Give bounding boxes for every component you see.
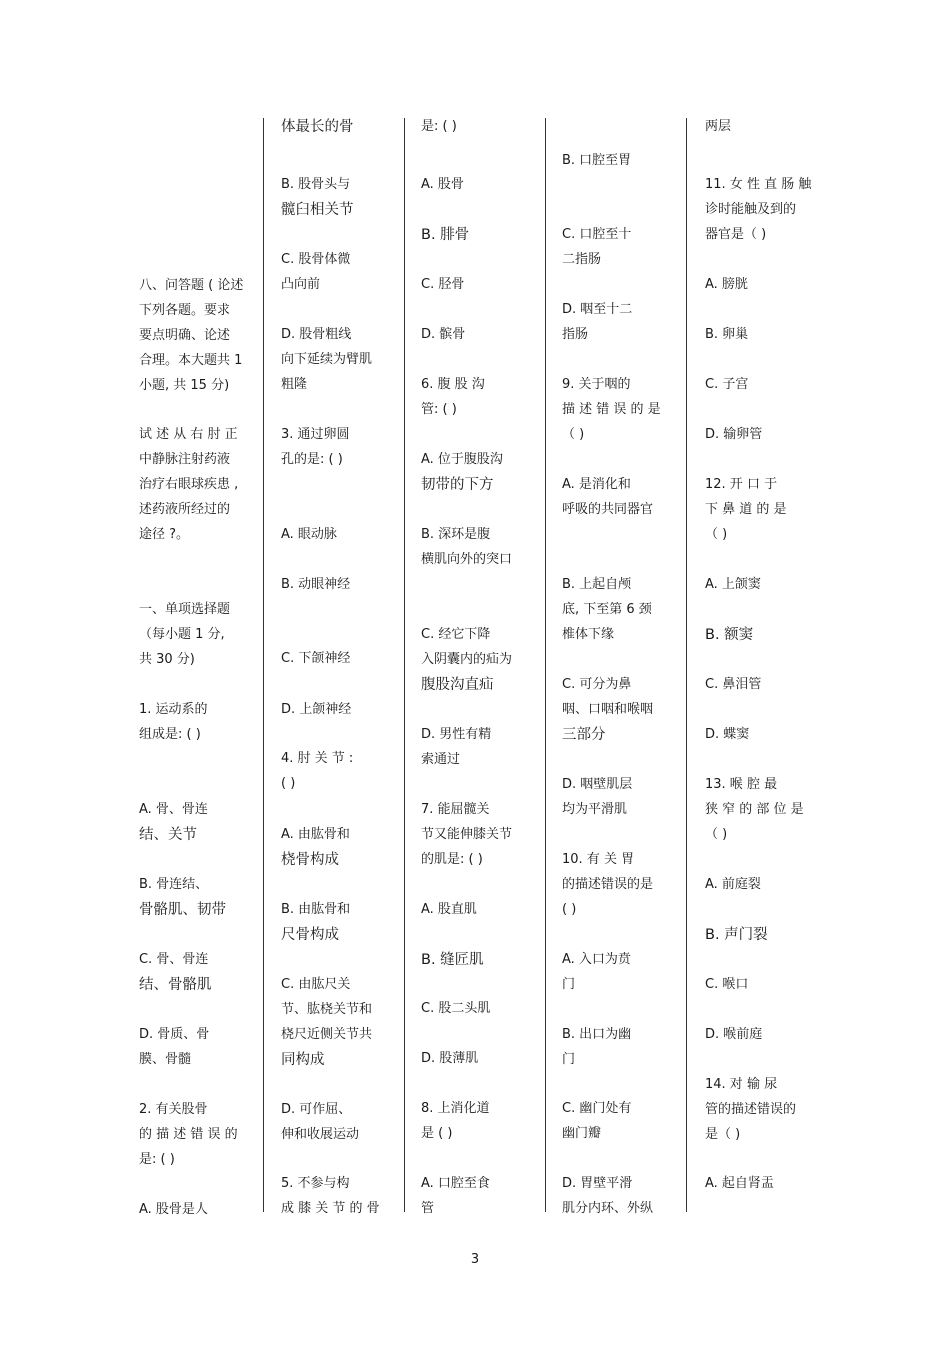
text-line: 桡骨构成 — [281, 852, 339, 868]
text-line: 索通过 — [421, 752, 461, 767]
text-line: 要点明确、论述 — [139, 328, 231, 343]
column-divider — [686, 118, 687, 1212]
text-line: 8. 上消化道 — [421, 1101, 490, 1116]
text-line: 凸向前 — [281, 277, 321, 292]
text-line: 八、问答题 ( 论述 — [139, 278, 244, 293]
text-line: 12. 开 口 于 — [705, 477, 778, 492]
text-line: B. 口腔至胃 — [562, 153, 632, 168]
text-line: 桡尺近侧关节共 — [281, 1027, 373, 1042]
text-line: D. 骨质、骨 — [139, 1027, 210, 1042]
text-line: A. 骨、骨连 — [139, 802, 208, 817]
text-line: B. 骨连结、 — [139, 877, 209, 892]
text-line: A. 眼动脉 — [281, 527, 337, 542]
text-line: A. 口腔至食 — [421, 1176, 490, 1191]
text-line: 2. 有关股骨 — [139, 1102, 208, 1117]
text-line: C. 经它下降 — [421, 627, 491, 642]
text-line: A. 股骨 — [421, 177, 464, 192]
text-line: 三部分 — [562, 727, 606, 743]
text-line: D. 男性有精 — [421, 727, 492, 742]
text-line: 节又能伸膝关节 — [421, 827, 513, 842]
text-line: 13. 喉 腔 最 — [705, 777, 778, 792]
text-line: 膜、骨髓 — [139, 1052, 192, 1067]
text-line: （ ) — [562, 427, 585, 442]
text-line: B. 动眼神经 — [281, 577, 351, 592]
text-line: ( ) — [562, 902, 577, 917]
column-divider — [404, 118, 405, 1212]
text-line: 孔的是: ( ) — [281, 452, 343, 467]
text-line: 描 述 错 误 的 是 — [562, 402, 661, 417]
text-line: 诊时能触及到的 — [705, 202, 797, 217]
text-line: C. 口腔至十 — [562, 227, 632, 242]
text-line: 中静脉注射药液 — [139, 452, 231, 467]
text-line: B. 深环是腹 — [421, 527, 491, 542]
text-line: D. 喉前庭 — [705, 1027, 763, 1042]
text-line: 5. 不参与构 — [281, 1176, 350, 1191]
text-line: 髋臼相关节 — [281, 202, 354, 218]
text-line: 的肌是: ( ) — [421, 852, 483, 867]
text-line: 管 — [421, 1201, 435, 1216]
text-line: 下 鼻 道 的 是 — [705, 502, 787, 517]
text-line: A. 股直肌 — [421, 902, 477, 917]
text-line: 指肠 — [562, 327, 589, 342]
text-line: D. 胃壁平滑 — [562, 1176, 633, 1191]
text-line: 一、单项选择题 — [139, 602, 231, 617]
text-line: D. 髌骨 — [421, 327, 466, 342]
text-line: B. 出口为幽 — [562, 1027, 632, 1042]
text-line: 管的描述错误的 — [705, 1102, 797, 1117]
text-line: 向下延续为臂肌 — [281, 352, 373, 367]
text-line: 治疗右眼球疾患 , — [139, 477, 239, 492]
text-line: C. 股骨体微 — [281, 252, 351, 267]
text-line: A. 位于腹股沟 — [421, 452, 503, 467]
text-line: C. 可分为鼻 — [562, 677, 632, 692]
text-line: 尺骨构成 — [281, 927, 339, 943]
text-line: 二指肠 — [562, 252, 602, 267]
text-line: 的 描 述 错 误 的 — [139, 1127, 238, 1142]
text-line: 4. 肘 关 节 : — [281, 751, 354, 766]
text-line: 节、肱桡关节和 — [281, 1002, 373, 1017]
text-line: 是 ( ) — [421, 1126, 453, 1141]
text-line: 组成是: ( ) — [139, 727, 201, 742]
text-line: 肌分内环、外纵 — [562, 1201, 654, 1216]
text-line: 途径 ?。 — [139, 527, 190, 542]
text-line: 粗隆 — [281, 377, 308, 392]
text-line: 椎体下缘 — [562, 627, 615, 642]
text-line: B. 缝匠肌 — [421, 952, 484, 968]
text-line: D. 咽壁肌层 — [562, 777, 633, 792]
text-line: B. 由肱骨和 — [281, 902, 351, 917]
text-line: 体最长的骨 — [281, 119, 354, 135]
text-line: 门 — [562, 977, 576, 992]
text-line: D. 可作屈、 — [281, 1102, 352, 1117]
text-line: A. 上颌窦 — [705, 577, 761, 592]
text-line: 结、骨骼肌 — [139, 977, 212, 993]
text-line: C. 骨、骨连 — [139, 952, 209, 967]
text-line: 韧带的下方 — [421, 477, 494, 493]
text-line: 入阴囊内的疝为 — [421, 652, 513, 667]
text-line: 腹股沟直疝 — [421, 677, 494, 693]
text-line: D. 上颌神经 — [281, 702, 352, 717]
text-line: C. 幽门处有 — [562, 1101, 632, 1116]
text-line: 是: ( ) — [421, 119, 457, 134]
text-line: 伸和收展运动 — [281, 1127, 360, 1142]
text-line: （ ) — [705, 527, 728, 542]
text-line: 3. 通过卵圆 — [281, 427, 350, 442]
text-line: 共 30 分) — [139, 652, 195, 667]
text-line: D. 咽至十二 — [562, 302, 633, 317]
text-line: 成 膝 关 节 的 骨 — [281, 1201, 380, 1216]
text-line: 结、关节 — [139, 827, 197, 843]
text-line: ( ) — [281, 776, 296, 791]
text-line: 1. 运动系的 — [139, 702, 208, 717]
text-line: （每小题 1 分, — [139, 627, 225, 642]
text-line: 合理。本大题共 1 — [139, 353, 243, 368]
text-line: A. 起自肾盂 — [705, 1176, 774, 1191]
text-line: A. 是消化和 — [562, 477, 631, 492]
text-line: 11. 女 性 直 肠 触 — [705, 177, 812, 192]
text-line: C. 由肱尺关 — [281, 977, 351, 992]
text-line: 咽、口咽和喉咽 — [562, 702, 654, 717]
text-line: 7. 能屈髋关 — [421, 802, 490, 817]
text-line: C. 下颌神经 — [281, 651, 351, 666]
text-line: 10. 有 关 胃 — [562, 852, 635, 867]
column-divider — [545, 118, 546, 1212]
text-line: 是: ( ) — [139, 1152, 175, 1167]
text-line: 小题, 共 15 分) — [139, 378, 230, 393]
text-line: A. 膀胱 — [705, 277, 748, 292]
text-line: D. 股骨粗线 — [281, 327, 352, 342]
text-line: 同构成 — [281, 1052, 325, 1068]
text-line: B. 额窦 — [705, 627, 754, 643]
text-line: 述药液所经过的 — [139, 502, 231, 517]
text-line: A. 由肱骨和 — [281, 827, 350, 842]
text-line: 门 — [562, 1052, 576, 1067]
text-line: B. 腓骨 — [421, 227, 470, 243]
text-line: A. 入口为贲 — [562, 952, 631, 967]
text-line: 下列各题。要求 — [139, 303, 231, 318]
text-line: 14. 对 输 尿 — [705, 1077, 778, 1092]
text-line: 均为平滑肌 — [562, 802, 628, 817]
text-line: 试 述 从 右 肘 正 — [139, 427, 238, 442]
text-line: 6. 腹 股 沟 — [421, 377, 485, 392]
text-line: 管: ( ) — [421, 402, 457, 417]
text-line: 的描述错误的是 — [562, 877, 654, 892]
page-number: 3 — [470, 1252, 480, 1267]
text-line: B. 股骨头与 — [281, 177, 351, 192]
text-line: A. 股骨是人 — [139, 1202, 208, 1217]
text-line: B. 声门裂 — [705, 927, 768, 943]
text-line: 两层 — [705, 119, 732, 134]
text-line: D. 股薄肌 — [421, 1051, 479, 1066]
text-line: D. 输卵管 — [705, 427, 763, 442]
text-line: 骨骼肌、韧带 — [139, 902, 226, 918]
text-line: C. 子宫 — [705, 377, 749, 392]
text-line: B. 上起自颅 — [562, 577, 632, 592]
text-line: 横肌向外的突口 — [421, 552, 513, 567]
text-line: A. 前庭裂 — [705, 877, 761, 892]
text-line: B. 卵巢 — [705, 327, 749, 342]
column-divider — [263, 118, 264, 1212]
text-line: 底, 下至第 6 颈 — [562, 602, 652, 617]
text-line: D. 蝶窦 — [705, 727, 750, 742]
text-line: （ ) — [705, 827, 728, 842]
text-line: 9. 关于咽的 — [562, 377, 631, 392]
text-line: C. 胫骨 — [421, 277, 465, 292]
text-line: C. 鼻泪管 — [705, 677, 762, 692]
text-line: C. 喉口 — [705, 977, 749, 992]
text-line: 呼吸的共同器官 — [562, 502, 654, 517]
text-line: 狭 窄 的 部 位 是 — [705, 802, 804, 817]
text-line: C. 股二头肌 — [421, 1001, 491, 1016]
text-line: 幽门瓣 — [562, 1126, 602, 1141]
text-line: 器官是（ ) — [705, 227, 767, 242]
text-line: 是（ ) — [705, 1127, 741, 1142]
